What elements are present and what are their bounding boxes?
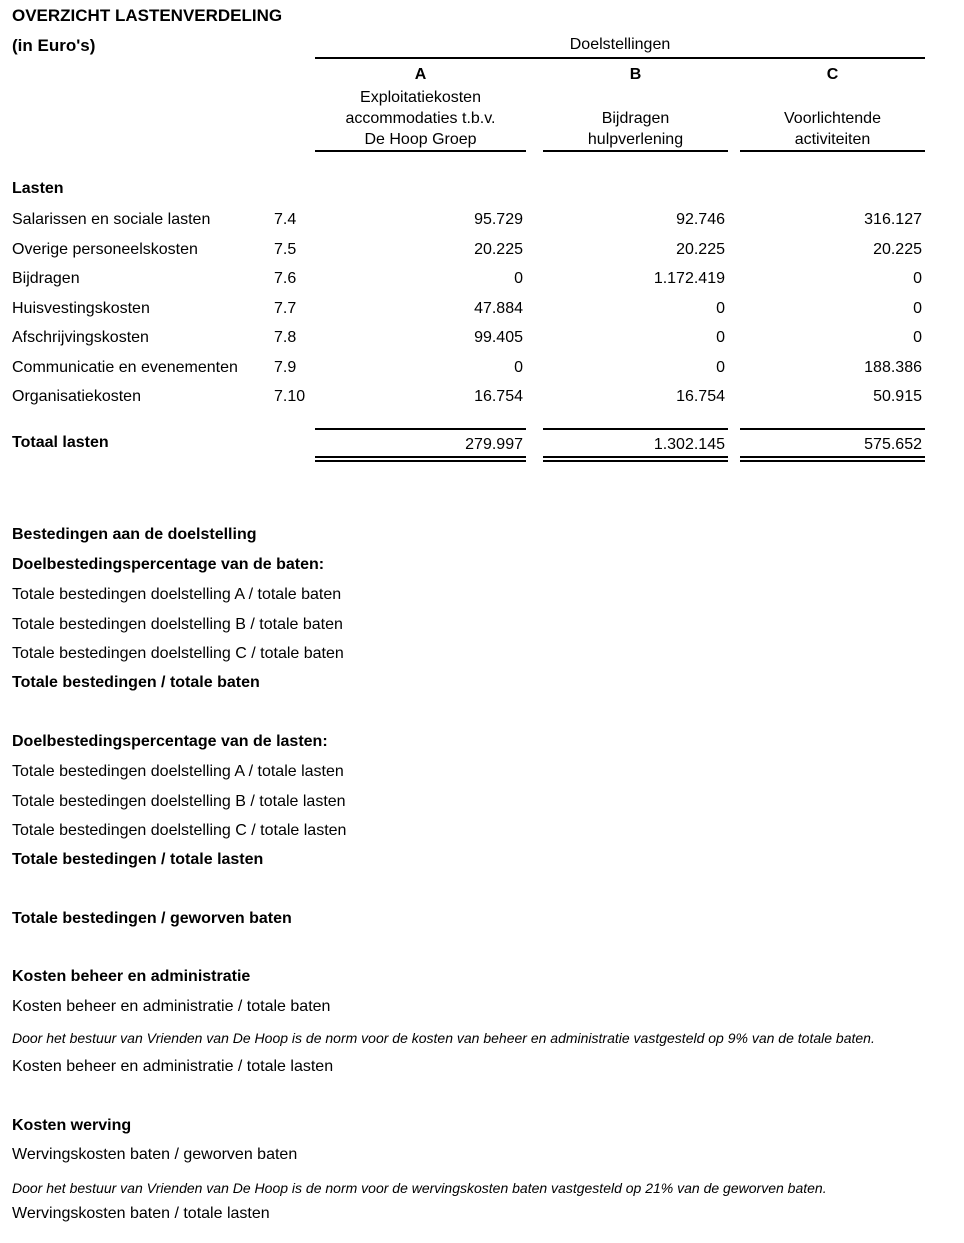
column-a-desc-line-3: De Hoop Groep <box>364 131 477 148</box>
total-double-rule-b <box>543 456 728 462</box>
column-a-desc-line-1: Exploitatiekosten <box>360 89 481 106</box>
column-c-description <box>740 88 925 150</box>
row-value-a: 99.405 <box>474 329 523 346</box>
row-value-c: 0 <box>913 300 922 317</box>
row-value-a: 16.754 <box>474 388 523 405</box>
row-note: 7.7 <box>274 300 297 317</box>
ratio-line: Totale bestedingen doelstelling A / totale lasten <box>12 763 344 780</box>
row-value-a: 0 <box>514 359 523 376</box>
column-b-header-rule <box>543 150 728 152</box>
column-b-letter: B <box>629 66 642 83</box>
row-value-c: 0 <box>913 270 922 287</box>
norm-note: Door het bestuur van Vrienden van De Hoop is de norm voor de kosten van beheer en administratie vastgesteld op 9% van de totale baten. <box>12 1030 875 1046</box>
column-b-description <box>543 88 728 150</box>
row-value-b: 0 <box>716 359 725 376</box>
ratio-line: Kosten beheer en administratie / totale baten <box>12 998 331 1015</box>
row-label: Afschrijvingskosten <box>12 329 149 346</box>
ratio-line: Totale bestedingen doelstelling B / totale baten <box>12 616 343 633</box>
row-value-a: 20.225 <box>474 241 523 258</box>
total-label: Totaal lasten <box>12 434 109 451</box>
section-subheading: Doelbestedingspercentage van de baten: <box>12 556 325 573</box>
row-value-a: 95.729 <box>474 211 523 228</box>
ratio-line: Totale bestedingen doelstelling C / totale baten <box>12 645 344 662</box>
row-note: 7.10 <box>274 388 306 405</box>
page-subtitle: (in Euro's) <box>12 36 96 55</box>
row-note: 7.6 <box>274 270 297 287</box>
section-heading: Bestedingen aan de doelstelling <box>12 526 257 543</box>
row-value-c: 0 <box>913 329 922 346</box>
total-value-c: 575.652 <box>864 436 922 453</box>
total-double-rule-c <box>740 456 925 462</box>
row-label: Communicatie en evenementen <box>12 359 238 376</box>
ratio-line: Totale bestedingen doelstelling C / totale lasten <box>12 822 347 839</box>
row-note: 7.9 <box>274 359 297 376</box>
lasten-heading: Lasten <box>12 180 64 197</box>
section-heading: Kosten werving <box>12 1117 132 1134</box>
total-top-rule-c <box>740 428 925 430</box>
column-c-desc-line-2: activiteiten <box>794 131 871 148</box>
row-value-b: 0 <box>716 329 725 346</box>
row-value-b: 0 <box>716 300 725 317</box>
row-note: 7.4 <box>274 211 297 228</box>
row-value-b: 92.746 <box>676 211 725 228</box>
ratio-line: Wervingskosten baten / totale lasten <box>12 1205 270 1222</box>
row-value-a: 0 <box>514 270 523 287</box>
group-header: Doelstellingen <box>569 36 671 53</box>
row-value-c: 50.915 <box>873 388 922 405</box>
row-value-a: 47.884 <box>474 300 523 317</box>
ratio-total-line: Totale bestedingen / geworven baten <box>12 910 292 927</box>
ratio-total-line: Totale bestedingen / totale baten <box>12 674 260 691</box>
ratio-line: Wervingskosten baten / geworven baten <box>12 1146 298 1163</box>
row-label: Huisvestingskosten <box>12 300 150 317</box>
total-top-rule-a <box>315 428 526 430</box>
column-a-description <box>315 88 526 150</box>
column-c-desc-line-1: Voorlichtende <box>784 110 881 127</box>
row-value-c: 20.225 <box>873 241 922 258</box>
row-value-c: 188.386 <box>864 359 922 376</box>
row-note: 7.8 <box>274 329 297 346</box>
row-label: Salarissen en sociale lasten <box>12 211 211 228</box>
ratio-line: Kosten beheer en administratie / totale lasten <box>12 1058 334 1075</box>
norm-note: Door het bestuur van Vrienden van De Hoop is de norm voor de wervingskosten baten vastgesteld op 21% van de geworven baten. <box>12 1180 827 1196</box>
row-value-b: 1.172.419 <box>653 270 725 287</box>
section-subheading: Doelbestedingspercentage van de lasten: <box>12 733 328 750</box>
group-header-rule <box>315 57 925 59</box>
section-heading: Kosten beheer en administratie <box>12 968 251 985</box>
ratio-line: Totale bestedingen doelstelling A / totale baten <box>12 586 342 603</box>
row-note: 7.5 <box>274 241 297 258</box>
column-a-header-rule <box>315 150 526 152</box>
row-value-b: 20.225 <box>676 241 725 258</box>
page-title: OVERZICHT LASTENVERDELING <box>12 6 283 25</box>
column-a-letter: A <box>414 66 427 83</box>
column-b-desc-line-1: Bijdragen <box>601 110 670 127</box>
column-c-letter: C <box>826 66 839 83</box>
column-b-desc-line-2: hulpverlening <box>587 131 684 148</box>
column-a-desc-line-2: accommodaties t.b.v. <box>345 110 496 127</box>
row-label: Organisatiekosten <box>12 388 141 405</box>
column-c-header-rule <box>740 150 925 152</box>
total-double-rule-a <box>315 456 526 462</box>
row-value-c: 316.127 <box>864 211 922 228</box>
row-value-b: 16.754 <box>676 388 725 405</box>
total-top-rule-b <box>543 428 728 430</box>
total-value-b: 1.302.145 <box>653 436 725 453</box>
row-label: Bijdragen <box>12 270 80 287</box>
ratio-line: Totale bestedingen doelstelling B / totale lasten <box>12 793 346 810</box>
ratio-total-line: Totale bestedingen / totale lasten <box>12 851 264 868</box>
row-label: Overige personeelskosten <box>12 241 198 258</box>
total-value-a: 279.997 <box>465 436 523 453</box>
